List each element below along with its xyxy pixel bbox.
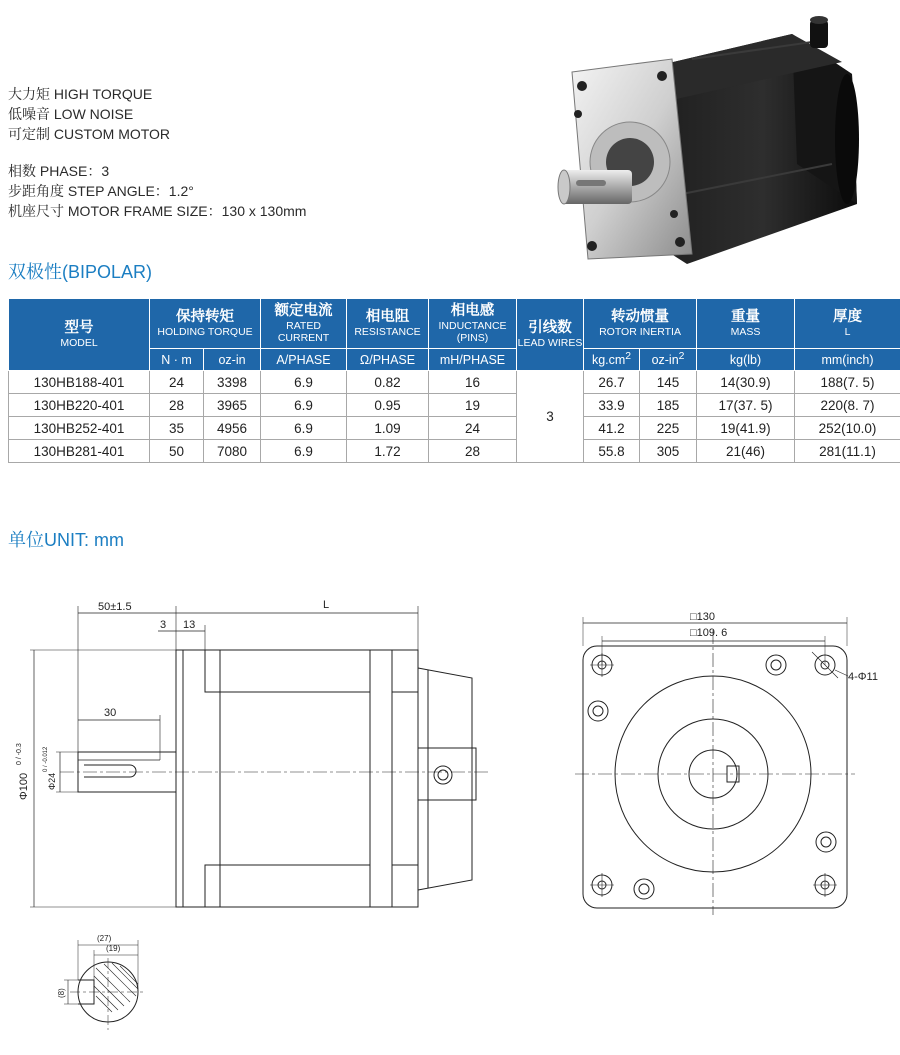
header-inductance: 相电感 INDUCTANCE (PINS)	[429, 299, 517, 349]
dim-27: (27)	[97, 934, 112, 943]
feature-phase: 相数 PHASE：3	[8, 163, 110, 179]
dim-30: 30	[104, 707, 117, 719]
table-row: 130HB188-401 24 3398 6.9 0.82 16 3 26.7 145 14(30.9) 188(7. 5)	[9, 371, 900, 394]
spec-table	[8, 298, 900, 463]
unit-a-phase: A/PHASE	[261, 349, 347, 371]
dim-4-holes: 4-Φ11	[848, 671, 878, 683]
header-model: 型号 MODEL	[9, 299, 150, 371]
unit-ozin2: $oz-in^2$	[640, 349, 697, 371]
unit-kg-lb: kg(lb)	[697, 349, 795, 371]
dim-3: 3	[160, 619, 167, 631]
header-rotor-inertia: 转动惯量 ROTOR INERTIA	[584, 299, 697, 349]
feature-step-angle: 步距角度 STEP ANGLE：1.2°	[8, 183, 194, 199]
header-length: 厚度 L	[795, 299, 900, 349]
lead-wires-value: 3	[517, 371, 584, 463]
unit-mm-inch: mm(inch)	[795, 349, 900, 371]
dim-phi24-tolerance: 0 / -0.012	[43, 746, 49, 772]
motor-product-photo	[552, 14, 872, 274]
dim-13: 13	[183, 619, 196, 631]
header-holding-torque: 保持转矩 HOLDING TORQUE	[150, 299, 261, 349]
dim-phi24: Φ24	[47, 772, 57, 790]
unit-nm: N · m	[150, 349, 204, 371]
unit-ozin: oz-in	[204, 349, 261, 371]
table-row: 130HB220-401 28 3965 6.9 0.95 19 33.9 185 17(37. 5) 220(8. 7)	[9, 394, 900, 417]
header-lead-wires: 引线数 LEAD WIRES	[517, 299, 584, 371]
dim-19: (19)	[106, 944, 121, 953]
header-rated-current: 额定电流 RATED CURRENT	[261, 299, 347, 349]
unit-ohm-phase: Ω/PHASE	[347, 349, 429, 371]
feature-low-noise: 低噪音 LOW NOISE	[8, 106, 134, 122]
unit-mh-phase: mH/PHASE	[429, 349, 517, 371]
section-title-unit: 单位UNIT: mm	[8, 530, 124, 550]
dim-130: □130	[690, 611, 715, 623]
front-view	[575, 617, 855, 915]
header-resistance: 相电阻 RESISTANCE	[347, 299, 429, 349]
table-row: 130HB252-401 35 4956 6.9 1.09 24 41.2 225 19(41.9) 252(10.0)	[9, 417, 900, 440]
side-view	[30, 606, 488, 907]
feature-list	[8, 84, 306, 221]
feature-frame-size: 机座尺寸 MOTOR FRAME SIZE：130 x 130mm	[8, 203, 307, 219]
table-row: 130HB281-401 50 7080 6.9 1.72 28 55.8 305 21(46) 281(11.1)	[9, 440, 900, 463]
feature-custom-motor: 可定制 CUSTOM MOTOR	[8, 126, 171, 142]
dim-length-l: L	[323, 599, 330, 611]
shaft-section-detail	[64, 940, 146, 1030]
dim-50: 50±1.5	[98, 601, 132, 613]
dim-109-6: □109. 6	[690, 627, 728, 639]
dim-phi100: Φ100	[18, 772, 30, 800]
dim-phi100-tolerance: 0 / -0.3	[16, 743, 23, 765]
section-title-bipolar: 双极性(BIPOLAR)	[8, 262, 153, 282]
feature-high-torque: 大力矩 HIGH TORQUE	[8, 86, 153, 102]
unit-kgcm2: $kg.cm^2$	[584, 349, 640, 371]
dim-8: (8)	[57, 988, 66, 998]
dimension-drawing	[0, 560, 900, 1055]
header-mass: 重量 MASS	[697, 299, 795, 349]
